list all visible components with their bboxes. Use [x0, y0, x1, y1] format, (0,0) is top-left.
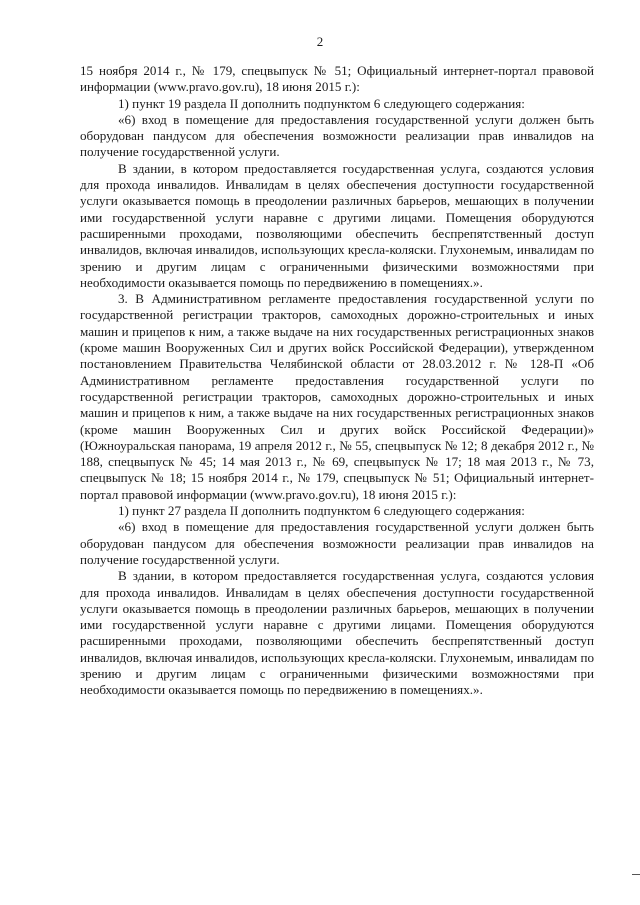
paragraph-amendment-item-1: 1) пункт 19 раздела II дополнить подпунктом 6 следующего содержания: [118, 95, 525, 111]
paragraph-quoted-subpoint-6-second: «6) вход в помещение для предоставления государственной услуги должен быть оборудован пандусом для обеспечения возможности реализации прав инвалидов на получение государственной услуги. [80, 519, 594, 567]
paragraph-amendment-item-1-point-27: 1) пункт 27 раздела II дополнить подпунктом 6 следующего содержания: [118, 503, 525, 519]
paragraph-accessibility-conditions-second: В здании, в котором предоставляется государственная услуга, создаются условия для прохода инвалидов. Инвалидам в целях обеспечения доступности государственной услуги оказывается помощь в преодолении различных барьеров, мешающих в получении ими государственной услуги наравне с другими лицами. Помещения оборудуются расширенными проходами, позволяющими обеспечить беспрепятственный доступ инвалидов, включая инвалидов, использующих кресла-коляски. Глухонемым, инвалидам по зрению и другим лицам с ограниченными физическими возможностями при необходимости оказывается помощь по передвижению в помещениях.». [80, 568, 594, 698]
paragraph-quoted-subpoint-6: «6) вход в помещение для предоставления государственной услуги должен быть оборудован пандусом для обеспечения возможности реализации прав инвалидов на получение государственной услуги. [80, 111, 594, 160]
page-number: 2 [316, 34, 324, 49]
paragraph-accessibility-conditions: В здании, в котором предоставляется государственная услуга, создаются условия для прохода инвалидов. Инвалидам в целях обеспечения доступности государственной услуги оказывается помощь в преодолении различных барьеров, мешающих в получении ими государственной услуги наравне с другими лицами. Помещения оборудуются расширенными проходами, позволяющими обеспечить беспрепятственный доступ инвалидов, включая инвалидов, использующих кресла-коляски. Глухонемым, инвалидам по зрению и другим лицам с ограниченными физическими возможностями при необходимости оказывается помощь по передвижению в помещениях.». [80, 160, 594, 290]
paragraph-continuation: 15 ноября 2014 г., № 179, спецвыпуск № 51; Официальный интернет-портал правовой информации (www.pravo.gov.ru), 18 июня 2015 г.): [80, 63, 594, 95]
document-body [80, 63, 594, 699]
scan-edge-mark [632, 874, 640, 875]
paragraph-section-3: 3. В Административном регламенте предоставления государственной услуги по государственной регистрации тракторов, самоходных дорожно-строительных и иных машин и прицепов к ним, а также выдаче на них государственных регистрационных знаков (кроме машин Вооруженных Сил и других войск Российской Федерации), утвержденном постановлением Правительства Челябинской области от 28.03.2012 г. № 128-П «Об Административном регламенте предоставления государственной услуги по государственной регистрации тракторов, самоходных дорожно-строительных и иных машин и прицепов к ним, а также выдаче на них государственных регистрационных знаков (кроме машин Вооруженных Сил и других войск Российской Федерации)» (Южноуральская панорама, 19 апреля 2012 г., № 55, спецвыпуск № 12; 8 декабря 2012 г., № 188, спецвыпуск № 45; 14 мая 2013 г., № 69, спецвыпуск № 17; 18 мая 2013 г., № 73, спецвыпуск № 18; 15 ноября 2014 г., № 179, спецвыпуск № 51; Официальный интернет-портал правовой информации (www.pravo.gov.ru), 18 июня 2015 г.): [80, 291, 594, 502]
